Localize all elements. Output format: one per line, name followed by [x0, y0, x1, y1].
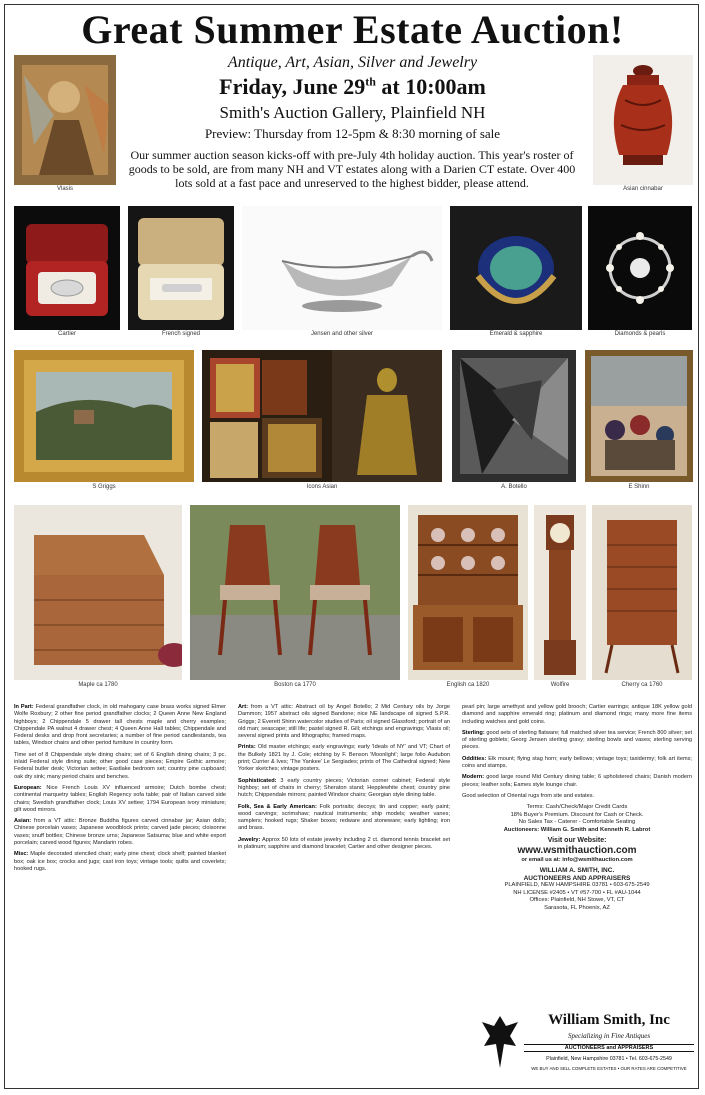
page-title: Great Summer Estate Auction!	[81, 7, 624, 52]
label-sterling: Sterling:	[462, 729, 485, 736]
boston-chairs	[190, 505, 400, 680]
logo-fineprint: WE BUY AND SELL COMPLETE ESTATES • OUR RATES ARE COMPETITIVE	[531, 1066, 687, 1071]
email-link[interactable]: or email us at: info@wsmithauction.com	[521, 856, 633, 863]
caption-wolfire: Wolfire	[550, 682, 570, 688]
paragraph	[14, 818, 226, 847]
text: good sets of sterling flatware; full matched silver tea service; French 800 silver; set of sterling goblets; Georg Jensen sterling gravy; sterling bowls and vases; sterling serving pieces.	[462, 729, 692, 751]
caption-griggs: S Griggs	[92, 484, 116, 490]
paragraph	[14, 785, 226, 814]
text: from a VT attic: Abstract oil by Angel Botello; 2 Mid Century oils by Jorge Dammon; 1957 abstract oils signed Bandone; nice NE landscape oil signed S.P.R. Griggs; 2 Everett Shinn watercolor studies of Paris; oil signed Glassford; portrait of an old man; seascape; still life; pastel signed R. Gill; etchings and engravings; Vlasis oil; several signed prints and lithographs; framed maps.	[238, 704, 450, 740]
text: from a VT attic: Bronze Buddha figures carved cinnabar jar; Asian dolls; Chinese porcelain vases; Japanese woodblock prints; carved jade pieces; cloisonne vases; snuff bottles; Chinese bronze urns; Japanese Satsuma; blue and white export porcelain; carved wood figures; Mandarin robes.	[14, 818, 226, 847]
caption-english: English ca 1820	[446, 682, 490, 688]
firm-offices-2: Sarasota, FL Phoenix, AZ	[544, 904, 610, 911]
text: Folk portraits; decoys; tin and copper; early paint; wood carvings; scrimshaw; nautical instruments; ship models; weather vanes; samplers; hooked rugs; Shaker boxes; redware and stoneware; early lighting; iron and brass.	[238, 803, 450, 832]
caption-vlasis: Vlasis	[56, 186, 73, 192]
logo-name: William Smith, Inc	[548, 1012, 670, 1028]
label-prints: Prints:	[238, 744, 256, 751]
french-brooch-box	[128, 206, 234, 330]
venue: Smith's Auction Gallery, Plainfield NH	[219, 103, 486, 122]
text: Good selection of Oriental rugs from site and estates.	[462, 792, 595, 799]
caption-diamonds: Diamonds & pearls	[614, 331, 666, 337]
diamond-pearl-brooch	[588, 206, 692, 330]
paragraph	[14, 851, 226, 873]
visit-label: Visit our Website:	[547, 837, 607, 845]
icons-and-buddha	[202, 350, 442, 482]
paragraph	[14, 752, 226, 781]
english-dresser	[408, 505, 528, 680]
paragraph	[14, 704, 226, 748]
firm-address: PLAINFIELD, NEW HAMPSHIRE 03781 • 603-675-2549	[504, 882, 650, 889]
caption-botello: A. Botello	[501, 484, 527, 490]
text: Approx 50 lots of estate jewelry including 2 ct. diamond tennis bracelet set in platinum; sapphire and diamond bracelet; Cartier and other designer pieces.	[238, 836, 450, 851]
label-modern: Modern:	[462, 774, 485, 781]
date-main: Friday, June 29	[219, 74, 366, 99]
caption-boston: Boston ca 1770	[274, 682, 316, 688]
firm-license: NH LICENSE #2405 • VT #57-700 • FL #AU-1044	[513, 889, 641, 896]
logo-subtitle: AUCTIONEERS and APPRAISERS	[524, 1044, 694, 1052]
silver-sauce-boat	[242, 206, 442, 330]
caption-maple: Maple ca 1780	[78, 682, 118, 688]
text: Elk mount; flying stag horn; early bellows; vintage toys; taxidermy; folk art items; coins and stamps.	[462, 755, 692, 770]
website-link[interactable]: www.wsmithauction.com	[517, 844, 637, 856]
caption-cherry: Cherry ca 1760	[621, 682, 663, 688]
terms-box	[462, 804, 692, 912]
label-asian: Asian:	[14, 818, 32, 825]
label-folk: Folk, Sea & Early American:	[238, 803, 317, 810]
caption-french: French signed	[161, 331, 201, 337]
caption-shinn: E Shinn	[628, 484, 650, 490]
shinn-painting	[585, 350, 693, 482]
text-column-1	[14, 704, 226, 877]
preview-times: Preview: Thursday from 12-5pm & 8:30 morning of sale	[204, 126, 501, 141]
text-column-3	[462, 704, 692, 912]
text: Federal grandfather clock, in old mahogany case brass works signed Elmer Wolfe Roxbury; 2 other fine period grandfather clocks; 2 Queen Anne New England highboys; 2 Chippendale 5 drawer tall chests maple and cherry examples; Chippendale PA walnut 4 drawer chest; 4 Queen Anne Hall tables; Chippendale and Federal desks and drop front secretaries; a number of fine period candlestands, tea tables, Windsor chairs and other period furniture in country form.	[14, 704, 226, 747]
auctioneers-line: Auctioneers: William G. Smith and Kenneth R. Labrot	[503, 826, 651, 833]
paragraph	[238, 704, 450, 740]
text: Maple decorated stenciled chair; early pine chest; clock shelf; painted blanket box; oak ice box; crocks and jugs; cast iron toys; vintage tools; quilts and coverlets; hooked rugs.	[14, 851, 226, 872]
paragraph	[462, 793, 692, 800]
cherry-highboy	[592, 505, 692, 680]
text: Old master etchings; early engravings; early 'Ideals of NY' and VT; Chart of the Bulkely 1821 by J. Cole; etching by F. Benson 'Moonlight'; large folio Audubon print; Currier & Ives; 'The Yankee' Le Sergiades; prints of The Cathedral signed; New Yorker sketches; vintage posters.	[238, 744, 451, 773]
paragraph	[238, 778, 450, 800]
terms-line: No Sales Tax - Caterer - Comfortable Seating	[518, 819, 636, 826]
label-jewelry: Jewelry:	[238, 836, 261, 843]
label-art: Art:	[238, 704, 248, 710]
firm-offices: Offices: Plainfield, NH Stowe, VT, CT	[529, 897, 625, 904]
paragraph	[462, 774, 692, 789]
cinnabar-jar	[593, 55, 693, 185]
subtitle: Antique, Art, Asian, Silver and Jewelry	[227, 54, 478, 71]
text: good large round Mid Century dining table; 6 upholstered chairs; Danish modern pieces; leather sofa; Eames style lounge chair.	[462, 774, 692, 788]
cartier-ring-box	[14, 206, 120, 330]
paragraph	[462, 704, 692, 726]
caption-emerald: Emerald & sapphire	[489, 331, 543, 337]
paragraph	[238, 837, 450, 852]
auction-date	[110, 74, 595, 100]
label-european: European:	[14, 784, 42, 791]
caption-cartier: Cartier	[57, 331, 76, 337]
label-oddities: Oddities:	[462, 755, 487, 762]
text: 3 early country pieces; Victorian corner cabinet; Federal style highboy; set of chairs in cherry; Sheraton stand; Hepplewhite chest; country pine hutch; Chippendale mirrors; painted Windsor chairs; Georgian style dining table.	[238, 777, 450, 799]
william-smith-logo	[480, 1010, 695, 1088]
eagle-icon	[480, 1012, 520, 1072]
label-sophisticated: Sophisticated:	[238, 777, 277, 784]
logo-address: Plainfield, New Hampshire 03781 • Tel. 603-675-2549	[546, 1056, 672, 1062]
firm-name: WILLIAM A. SMITH, INC.	[539, 867, 615, 875]
paragraph	[462, 730, 692, 752]
maple-slant-desk	[14, 505, 182, 680]
caption-icons-asian: Icons Asian	[306, 484, 338, 490]
label-in-part: In Part:	[14, 704, 34, 710]
text: Time set of 8 Chippendale style dining chairs; set of 6 English dining chairs; 3 pc. inlaid Federal style dining suite; other good case pieces; Empire Gothic armoire; Federal butler desk; Victorian settee; Eastlake bedroom set; country pine cupboard; oak dry sink; many period chairs and benches.	[14, 751, 226, 780]
paragraph	[238, 804, 450, 833]
intro-text: Our summer auction season kicks-off with pre-July 4th holiday auction. This year's roster of goods to be sold, are from many NH and VT estates along with a Darien CT estate. Over 400 lots sold at a fast pace and unreserved to the highest bidder, please attend.	[128, 148, 576, 190]
text: pearl pin; large amethyst and yellow gold brooch; Cartier earrings; antique 18K yellow gold diamond and sapphire emerald ring; platinum and diamond rings; many more fine items including watches and gold coins.	[462, 704, 692, 725]
text-column-2	[238, 704, 450, 855]
label-misc: Misc:	[14, 851, 29, 858]
logo-tagline: Specializing in Fine Antiques	[567, 1032, 651, 1040]
paragraph	[238, 744, 450, 773]
date-time: at 10:00am	[375, 74, 486, 99]
wolfire-clock	[534, 505, 586, 680]
botello-abstract	[452, 350, 576, 482]
text: Nice French Louis XV influenced armoire; Dutch bombe chest; continental marquetry tables; English Regency sofa table; pair of Italian carved side chairs; Swedish grandfather clock; Louis XV settee; 1794 European ivory miniature; gilt wood mirrors.	[14, 784, 226, 813]
vlasis-painting	[14, 55, 116, 185]
firm-desc: AUCTIONEERS AND APPRAISERS	[523, 874, 631, 882]
caption-cinnabar: Asian cinnabar	[623, 186, 663, 192]
griggs-landscape	[14, 350, 194, 482]
terms-line: 18% Buyer's Premium. Discount for Cash or Check.	[510, 811, 644, 818]
paragraph	[462, 756, 692, 771]
emerald-ring	[450, 206, 582, 330]
caption-jensen: Jensen and other silver	[310, 331, 374, 337]
terms-line: Terms: Cash/Check/Major Credit Cards	[526, 804, 628, 811]
date-suffix: th	[365, 74, 376, 89]
